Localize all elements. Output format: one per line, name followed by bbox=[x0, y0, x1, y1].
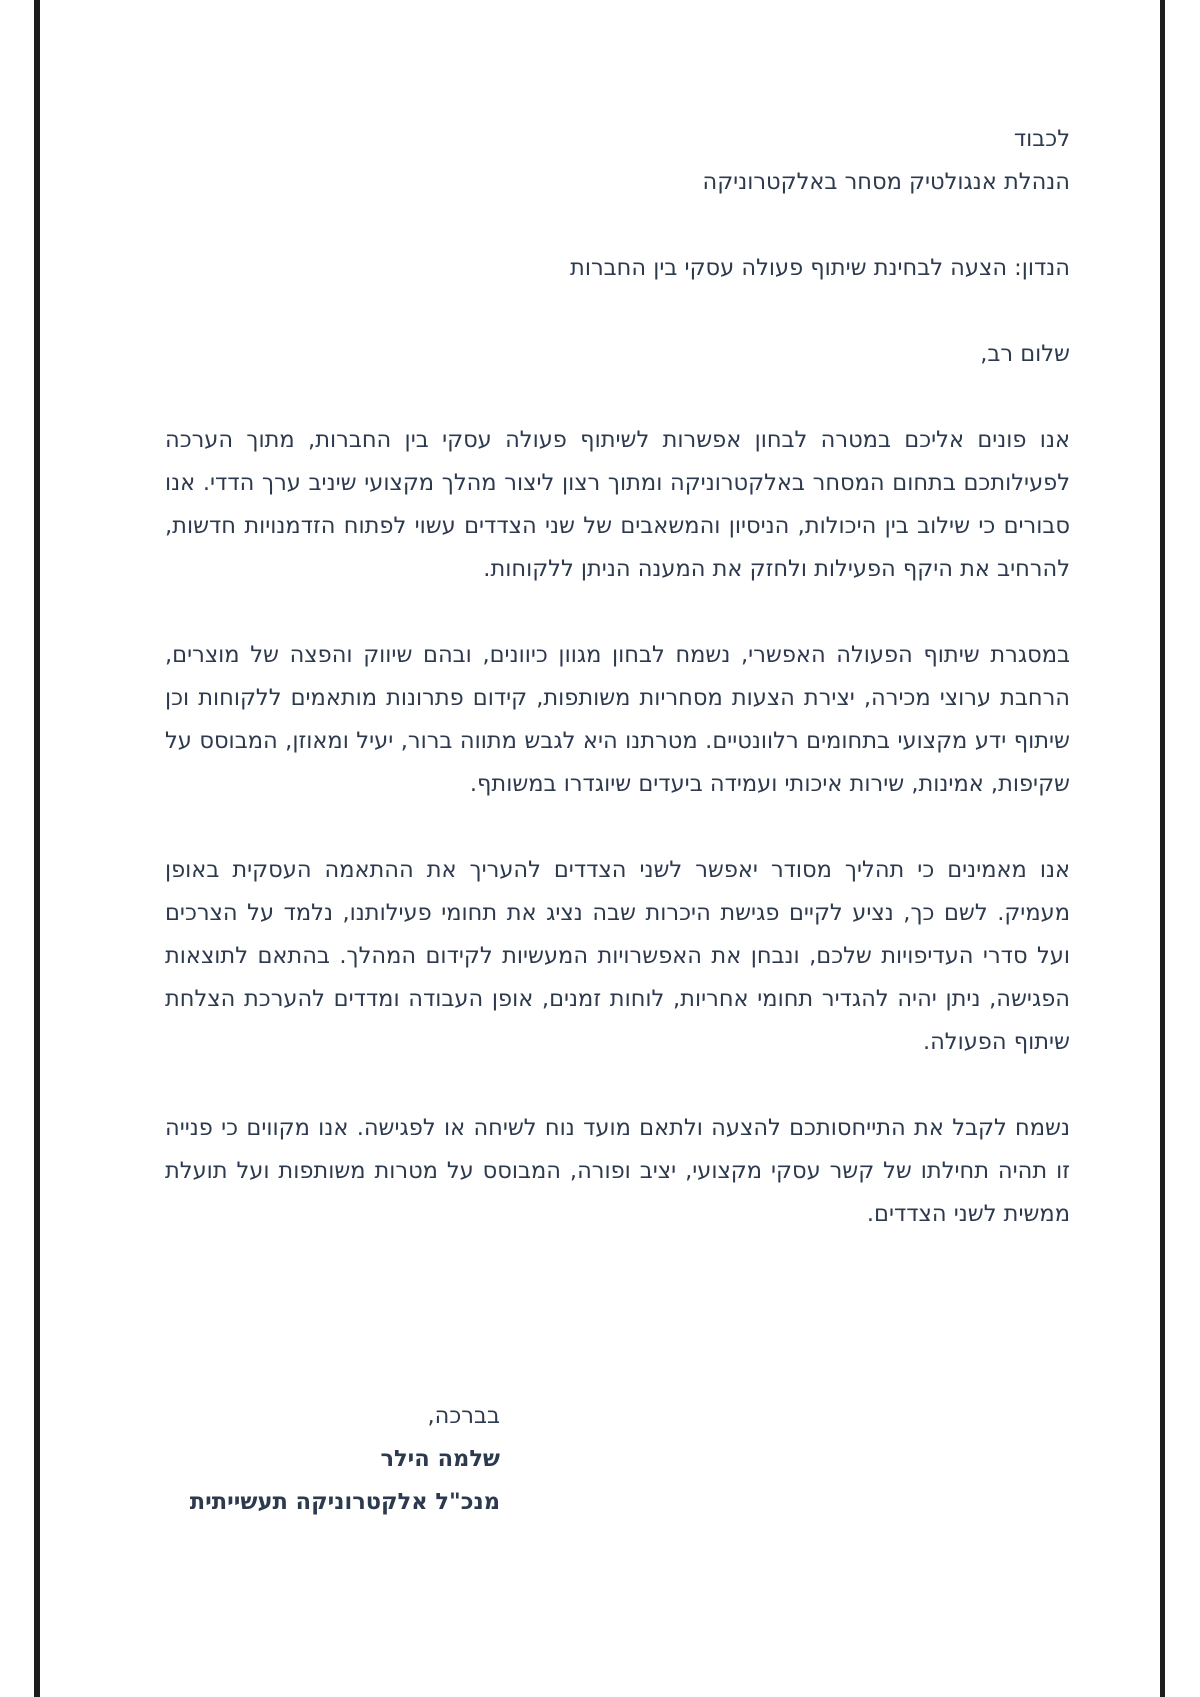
signer-name: שלמה הילר bbox=[380, 1446, 500, 1472]
paragraph-2: במסגרת שיתוף הפעולה האפשרי, נשמח לבחון מגוון כיוונים, ובהם שיווק והפצה של מוצרים, הרחבת ערוצי מכירה, יצירת הצעות מסחריות משותפות, קידום פתרונות מותאמים ללקוחות וכן שיתוף ידע מקצועי בתחומים רלוונטיים. מטרתנו היא לגבש מתווה ברור, יעיל ומאוזן, המבוסס על שקיפות, אמינות, שירות איכותי ועמידה ביעדים שיוגדרו במשותף. bbox=[165, 642, 1070, 797]
left-border-line bbox=[34, 0, 40, 1697]
paragraph-3: אנו מאמינים כי תהליך מסודר יאפשר לשני הצדדים להעריך את ההתאמה העסקית באופן מעמיק. לשם כך, נציע לקיים פגישת היכרות שבה נציג את תחומי פעילותנו, נלמד על הצרכים ועל סדרי העדיפויות שלכם, ונבחן את האפשרויות המעשיות לקידום המהלך. בהתאם לתוצאות הפגישה, ניתן יהיה להגדיר תחומי אחריות, לוחות זמנים, אופן העבודה ומדדים להערכת הצלחת שיתוף הפעולה. bbox=[165, 857, 1070, 1055]
greeting: שלום רב, bbox=[980, 341, 1070, 367]
letter-body bbox=[165, 118, 1070, 1279]
closing: בברכה, bbox=[427, 1403, 500, 1429]
subject-line: הנדון: הצעה לבחינת שיתוף פעולה עסקי בין החברות bbox=[570, 255, 1070, 281]
right-border-line bbox=[1160, 0, 1165, 1697]
recipient-block bbox=[165, 118, 1070, 204]
recipient-name: הנהלת אנגולטיק מסחר באלקטרוניקה bbox=[702, 169, 1070, 195]
paragraph-1: אנו פונים אליכם במטרה לבחון אפשרות לשיתוף פעולה עסקי בין החברות, מתוך הערכה לפעילותכם בתחום המסחר באלקטרוניקה ומתוך רצון ליצור מהלך מקצועי שיניב ערך הדדי. אנו סבורים כי שילוב בין היכולות, הניסיון והמשאבים של שני הצדדים עשוי לפתוח הזדמנויות חדשות, להרחיב את היקף הפעילות ולחזק את המענה הניתן ללקוחות. bbox=[165, 427, 1070, 582]
signature-block bbox=[190, 1395, 500, 1524]
signer-title: מנכ"ל אלקטרוניקה תעשייתית bbox=[189, 1489, 500, 1515]
recipient-salutation: לכבוד bbox=[1013, 126, 1070, 152]
paragraph-4: נשמח לקבל את התייחסותכם להצעה ולתאם מועד נוח לשיחה או לפגישה. אנו מקווים כי פנייה זו תהיה תחילתו של קשר עסקי מקצועי, יציב ופורה, המבוסס על מטרות משותפות ועל תועלת ממשית לשני הצדדים. bbox=[165, 1115, 1070, 1227]
